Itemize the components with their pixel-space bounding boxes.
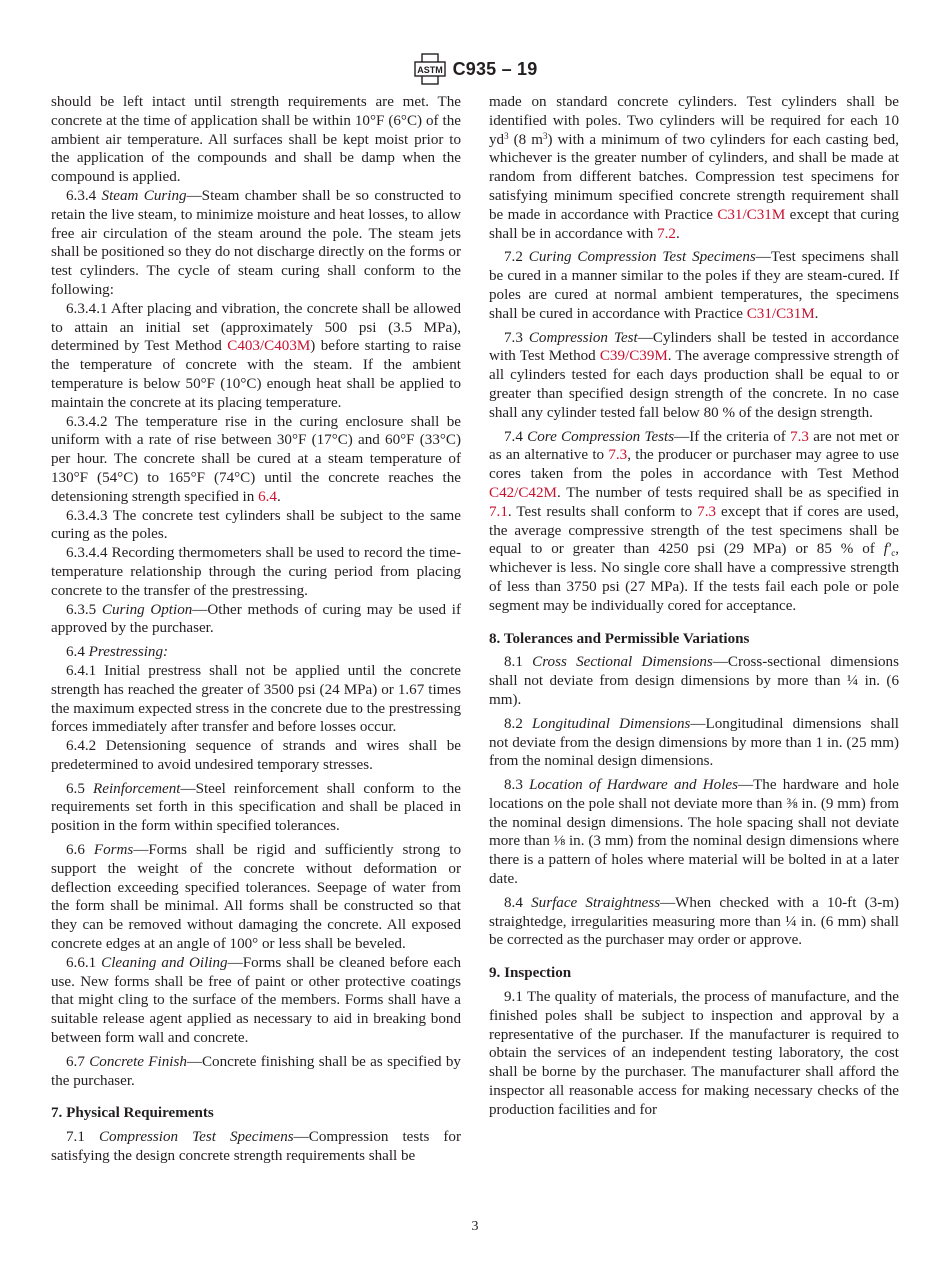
paragraph-8-2: 8.2 Longitudinal Dimensions—Longitudinal dimensions shall not deviate from the design dimensions by more than 1 in. (25 mm) from the nominal design dimensions. xyxy=(489,715,899,770)
paragraph-6-3-3-cont: should be left intact until strength requirements are met. The concrete at the time of application shall be within 10°F (6°C) of the ambient air temperature. All surfaces shall be kept moist prior to the application of the compounds and shall be damp when the compound is applied. xyxy=(51,94,461,186)
paragraph-7-1-cont: made on standard concrete cylinders. Test cylinders shall be identified with poles. Two cylinders will be required for each 10 $yd^3$ (8 $m^3$) with a minimum of two cylinders for each casting bed, whichever is the greater number of cylinders, and shall be made at random from different batches. Compression test specimens for satisfying minimum specified concrete strength requirement shall be made in accordance with Practice C31/C31M except that curing shall be in accordance with 7.2. xyxy=(489,94,899,242)
section-heading-8: 8. Tolerances and Permissible Variations xyxy=(489,630,750,647)
paragraph-7-1: 7.1 Compression Test Specimens—Compression tests for satisfying the design concrete strength requirements shall be xyxy=(51,1129,461,1165)
section-heading-7: 7. Physical Requirements xyxy=(51,1105,214,1122)
paragraph-6-4: 6.4 Prestressing: xyxy=(66,644,169,661)
paragraph-6-3-4-4: 6.3.4.4 Recording thermometers shall be used to record the time-temperature relationship through the curing period from placing concrete to the transfer of the prestressing. xyxy=(51,545,461,599)
paragraph-8-1: 8.1 Cross Sectional Dimensions—Cross-sectional dimensions shall not deviate from design dimensions by more than ¼ in. (6 mm). xyxy=(489,654,899,708)
page-number: 3 xyxy=(471,1219,479,1234)
paragraph-6-6-1: 6.6.1 Cleaning and Oiling—Forms shall be cleaned before each use. New forms shall be free of paint or other protective coatings that might cling to the surface of the members. Forms shall have a suitable release agent applied as necessary to aid in breaking bond between form wall and concrete. xyxy=(51,954,462,1047)
link-7-3[interactable]: 7.3 xyxy=(608,447,628,464)
paragraph-8-4: 8.4 Surface Straightness—When checked with a 10-ft (3-m) straightedge, irregularities measuring more than ¼ in. (6 mm) shall be corrected as the purchaser may order or approve. xyxy=(489,894,899,949)
left-column xyxy=(51,93,461,1166)
page-header xyxy=(0,52,950,86)
paragraph-6-7: 6.7 Concrete Finish—Concrete finishing shall be as specified by the purchaser. xyxy=(51,1053,461,1089)
paragraph-6-3-4-3: 6.3.4.3 The concrete test cylinders shall be subject to the same curing as the poles. xyxy=(51,507,461,543)
link-c403[interactable]: C403/C403M xyxy=(227,338,311,355)
astm-logo-icon xyxy=(413,53,447,85)
section-title: Steam Curing xyxy=(101,187,187,204)
paragraph-6-3-4: 6.3.4 Steam Curing—Steam chamber shall be so constructed to retain the live steam, to minimize moisture and heat losses, to allow free air circulation of the steam around the pole. The steam jets shall be positioned so they do not discharge directly on the forms or test cylinders. The cycle of steam curing shall conform to the following: xyxy=(51,187,461,298)
paragraph-6-3-4-1: 6.3.4.1 After placing and vibration, the concrete shall be allowed to attain an initial set (approximately 500 psi (3.5 MPa), determined by Test Method C403/C403M) before starting to raise the temperature of concrete with the steam. If the ambient temperature is below 50°F (10°C) enough heat shall be applied to maintain the concrete at its placing temperature. xyxy=(51,300,461,411)
paragraph-9-1: 9.1 The quality of materials, the process of manufacture, and the finished poles shall be subject to inspection and approval by a representative of the purchaser. If the manufacturer is required to obtain the services of an independent testing laboratory, the cost shall be borne by the purchaser. The manufacturer shall afford the inspector all reasonable access for making necessary checks of the production facilities and for xyxy=(489,989,899,1118)
link-7-3[interactable]: 7.3 xyxy=(697,503,717,520)
section-heading-9: 9. Inspection xyxy=(489,965,572,982)
paragraph-8-3: 8.3 Location of Hardware and Holes—The hardware and hole locations on the pole shall not deviate more than ⅜ in. (9 mm) from the nominal design dimensions. The hole spacing shall not deviate more than ⅛ in. (3 mm) from the nominal design dimensions where there is a pattern of holes where material will be bolted in at a later date. xyxy=(489,777,900,888)
svg-text:ASTM: ASTM xyxy=(416,65,443,75)
paragraph-7-3: 7.3 Compression Test—Cylinders shall be tested in accordance with Test Method C39/C39M. The average compressive strength of all cylinders tested for each days production shall be equal to or greater than specified design strength of the concrete. In no case shall any cylinder tested fall below 80 % of the design strength. xyxy=(489,329,899,421)
link-6-4[interactable]: 6.4 xyxy=(258,488,277,505)
link-c39[interactable]: C39/C39M xyxy=(599,348,668,365)
paragraph-7-4: 7.4 Core Compression Tests—If the criteria of 7.3 are not met or as an alternative to 7.3, the producer or purchaser may agree to use cores taken from the poles in accordance with Test Method C42/C42M. The number of tests required shall be as specified in 7.1. Test results shall conform to 7.3 except that if cores are used, the average compressive strength of the test specimens shall be equal to or greater than 4250 psi (29 MPa) or 85 % of $f'_c$, whichever is less. No single core shall have a compressive strength of less than 3750 psi (27 MPa). If the tests fail each pole or pole segment may be individually cored for acceptance. xyxy=(489,428,900,614)
paragraph-6-4-1: 6.4.1 Initial prestress shall not be applied until the concrete strength has reached the greater of 3500 psi (24 MPa) or 1.67 times the maximum expected stress in the concrete due to the prestressing forces immediately after transfer and before losses occur. xyxy=(51,662,461,736)
paragraph-7-2: 7.2 Curing Compression Test Specimens—Test specimens shall be cured in a manner similar to the poles if they are steam-cured. If poles are cured at normal ambient temperatures, the specimens shall be cured in accordance with Practice C31/C31M. xyxy=(489,249,899,322)
link-7-1[interactable]: 7.1 xyxy=(489,503,508,520)
paragraph-6-3-5: 6.3.5 Curing Option—Other methods of curing may be used if approved by the purchaser. xyxy=(51,601,462,637)
link-c42[interactable]: C42/C42M xyxy=(489,484,557,501)
paragraph-6-3-4-2: 6.3.4.2 The temperature rise in the curing enclosure shall be uniform with a rate of rise between 30°F (17°C) and 60°F (33°C) per hour. The concrete shall be cured at a steam temperature of 130°F (54°C) to 165°F (74°C) until the concrete reaches the detensioning strength specified in 6.4. xyxy=(51,413,461,505)
right-column xyxy=(489,93,899,1120)
paragraph-6-4-2: 6.4.2 Detensioning sequence of strands and wires shall be predetermined to avoid undesired temporary stresses. xyxy=(51,738,461,773)
standard-designation: C935 – 19 xyxy=(452,58,538,79)
paragraph-6-6: 6.6 Forms—Forms shall be rigid and sufficiently strong to support the weight of the concrete without deformation or deflection exceeding specified tolerances. Seepage of water from the form shall be minimal. All forms shall be constructed so that they can be removed without damaging the concrete. All exposed concrete edges at an angle of 100° or less shall be beveled. xyxy=(51,842,461,953)
link-c31[interactable]: C31/C31M xyxy=(717,206,786,223)
link-7-3[interactable]: 7.3 xyxy=(790,428,809,445)
link-7-2[interactable]: 7.2 xyxy=(657,225,676,242)
paragraph-6-5: 6.5 Reinforcement—Steel reinforcement shall conform to the requirements set forth in this specification and shall be placed in position in the form within specified tolerances. xyxy=(51,780,461,835)
link-c31[interactable]: C31/C31M xyxy=(746,305,815,322)
